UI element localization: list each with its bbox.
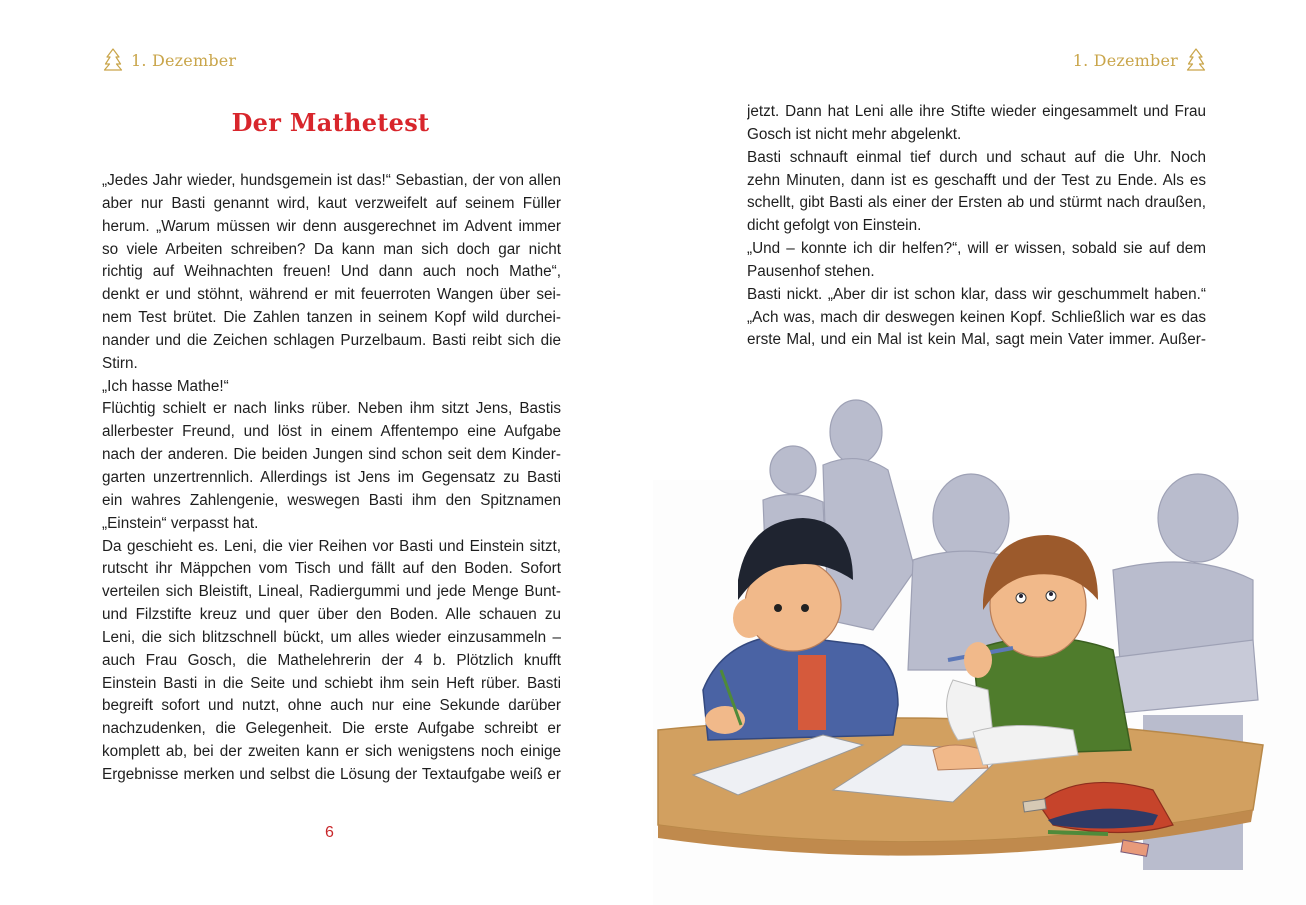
running-head-left	[103, 48, 236, 72]
running-head-right	[1073, 48, 1206, 72]
text-line: allerbester Freund, und löst in einem Affentempo eine Aufgabe	[102, 423, 561, 441]
text-line: „Einstein“ verpasst hat.	[102, 514, 259, 532]
text-line: Pausenhof stehen.	[747, 262, 875, 280]
classroom-illustration	[653, 370, 1306, 905]
running-head-text: 1. Dezember	[1072, 50, 1178, 70]
text-line: herum. „Warum müssen wir denn ausgerechnet im Advent immer	[102, 217, 561, 235]
text-line: „Ach was, mach dir deswegen keinen Kopf. Schließlich war es das	[747, 308, 1206, 326]
text-line: zehn Minuten, dann ist es geschafft und der Test zu Ende. Als es	[747, 171, 1206, 189]
text-line: auch Frau Gosch, die Mathelehrerin der 4 b. Plötzlich knufft	[102, 651, 561, 669]
text-line: Einstein Basti in die Seite und schiebt ihm sein Heft rüber. Basti	[102, 674, 561, 692]
text-line: rutscht ihr Mäppchen vom Tisch und fällt auf den Boden. Sofort	[102, 560, 561, 578]
text-line: komplett ab, bei der zweiten kann er sich wenigstens noch einige	[102, 743, 561, 761]
text-line: Stirn.	[102, 354, 138, 372]
text-line: nach der anderen. Die beiden Jungen sind schon seit dem Kinder-	[102, 446, 561, 464]
text-line: Leni, die sich blitzschnell bückt, um alles wieder einzusammeln –	[102, 628, 561, 646]
text-line: ein wahres Zahlengenie, weswegen Basti ihm den Spitznamen	[102, 491, 561, 509]
text-line: aber nur Basti genannt wird, kaut verzweifelt auf seinem Füller	[102, 194, 561, 212]
text-line: nander und die Zeichen schlagen Purzelbaum. Basti reibt sich die	[102, 331, 561, 349]
left-body-text	[102, 170, 561, 787]
text-line: Ergebnisse merken und selbst die Lösung der Textaufgabe weiß er	[102, 765, 561, 783]
text-line: und Filzstifte kreuz und quer über den Boden. Alle schauen zu	[102, 606, 561, 624]
text-line: Basti nickt. „Aber dir ist schon klar, dass wir geschummelt haben.“	[747, 285, 1206, 303]
text-line: richtig auf Weihnachten freuen! Und dann auch noch Mathe“,	[102, 263, 561, 281]
text-line: jetzt. Dann hat Leni alle ihre Stifte wieder eingesammelt und Frau	[747, 103, 1206, 120]
christmas-tree-outline-icon	[1186, 48, 1206, 72]
right-page	[653, 0, 1306, 905]
text-line: schellt, gibt Basti als einer der Ersten ab und stürmt nach draußen,	[747, 194, 1206, 212]
text-line: „Jedes Jahr wieder, hundsgemein ist das!“ Sebastian, der von allen	[102, 172, 561, 189]
text-line: Basti schnauft einmal tief durch und schaut auf die Uhr. Noch	[747, 148, 1206, 166]
text-line: Da geschieht es. Leni, die vier Reihen vor Basti und Einstein sitzt,	[102, 537, 561, 555]
running-head-text: 1. Dezember	[131, 50, 237, 70]
text-line: nachzudenken, die Gelegenheit. Die erste Aufgabe schreibt er	[102, 720, 561, 738]
text-line: „Und – konnte ich dir helfen?“, will er wissen, sobald sie auf dem	[747, 240, 1206, 258]
text-line: begreift sofort und nutzt, ohne auch nur eine Sekunde darüber	[102, 697, 561, 715]
text-line: garten unzertrennlich. Allerdings ist Jens im Gegensatz zu Basti	[102, 468, 561, 486]
text-line: „Ich hasse Mathe!“	[102, 377, 229, 395]
text-line: nem Test brütet. Die Zahlen tanzen in seinem Kopf wild durchei-	[102, 309, 561, 327]
text-line: erste Mal, und ein Mal ist kein Mal, sagt mein Vater immer. Außer-	[747, 331, 1206, 349]
page-number: 6	[325, 824, 334, 841]
text-line: dicht gefolgt von Einstein.	[747, 217, 922, 235]
text-line: Gosch ist nicht mehr abgelenkt.	[747, 125, 962, 143]
right-body-text	[747, 101, 1206, 352]
text-line: verteilen sich Bleistift, Lineal, Radiergummi und jede Menge Bunt-	[102, 583, 561, 601]
text-line: Flüchtig schielt er nach links rüber. Neben ihm sitzt Jens, Bastis	[102, 400, 561, 418]
text-line: so viele Arbeiten schreiben? Da kann man sich doch gar nicht	[102, 240, 561, 258]
chapter-title: Der Mathetest	[231, 108, 430, 137]
christmas-tree-outline-icon	[103, 48, 123, 72]
text-line: denkt er und stöhnt, während er mit feuerroten Wangen über sei-	[102, 286, 561, 304]
